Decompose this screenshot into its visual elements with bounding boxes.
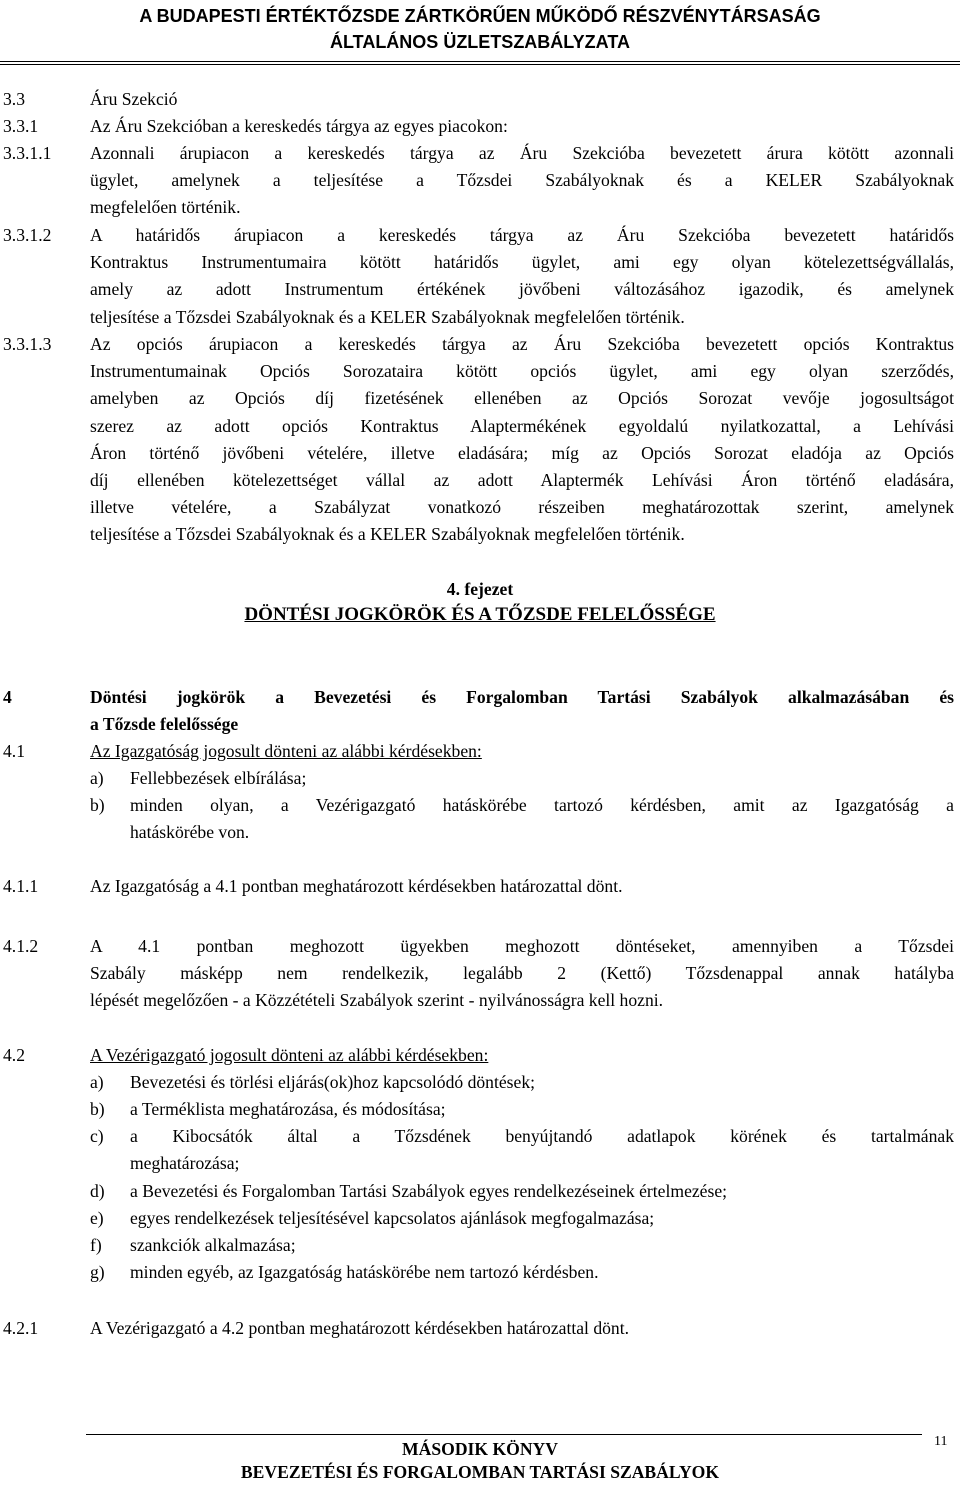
paragraph-4-1-2 [90, 933, 954, 1015]
footer-subtitle: BEVEZETÉSI ÉS FORGALOMBAN TARTÁSI SZABÁLYOK [240, 1462, 720, 1482]
paragraph-line: amelyben az Opciós díj fizetésének ellenében az Opciós Sorozat vevője jogosultságot [90, 388, 954, 409]
list-mark: a) [90, 1072, 104, 1092]
section-number-3-3-1: 3.3.1 [3, 116, 39, 136]
paragraph-line: megfelelően történik. [90, 197, 241, 218]
list-item-text: Fellebbezések elbírálása; [130, 768, 307, 788]
list-mark: d) [90, 1181, 105, 1201]
section-number-4: 4 [3, 687, 12, 707]
paragraph-line: szerez az adott opciós Kontraktus Alaptermékének egyoldalú nyilatkozattal, a Lehívási [90, 415, 954, 436]
paragraph-line: A határidős árupiacon a kereskedés tárgya az Áru Szekcióba bevezetett határidős [90, 225, 954, 245]
paragraph-line: Szabály másképp nem rendelkezik, legalább 2 (Kettő) Tőzsdenappal annak hatályba [90, 963, 954, 984]
header-rule-top [0, 61, 960, 62]
section-title-4-2: A Vezérigazgató jogosult dönteni az alábbi kérdésekben: [90, 1045, 489, 1065]
paragraph-line: illetve vételére, a Szabályzat vonatkozó részeiben meghatározottak szerint, amelynek [90, 497, 954, 518]
section-text-4-2-1: A Vezérigazgató a 4.2 pontban meghatározott kérdésekben határozattal dönt. [90, 1318, 630, 1338]
document-header-line1: A BUDAPESTI ÉRTÉKTŐZSDE ZÁRTKÖRŰEN MŰKÖDŐ RÉSZVÉNYTÁRSASÁG [139, 6, 821, 26]
list-mark: b) [90, 1099, 105, 1119]
list-mark: c) [90, 1126, 104, 1146]
paragraph-line: Azonnali árupiacon a kereskedés tárgya az Áru Szekcióba bevezetett árura kötött azonnali [90, 143, 954, 163]
paragraph-line: amely az adott Instrumentum értékének jövőbeni változásához igazodik, és amelynek [90, 279, 954, 300]
list-item-line: minden olyan, a Vezérigazgató hatáskörébe tartozó kérdésben, amit az Igazgatóság a [130, 795, 954, 815]
section-title-4 [90, 684, 954, 738]
chapter-title [0, 602, 960, 628]
list-item-line: hatáskörébe von. [130, 822, 250, 843]
list-item-line: a Kibocsátók által a Tőzsdének benyújtandó adatlapok körének és tartalmának [130, 1126, 954, 1146]
paragraph-3-3-1-3 [90, 331, 954, 549]
paragraph-line: Kontraktus Instrumentumaira kötött határidős ügylet, ami egy olyan kötelezettségvállalás, [90, 252, 954, 273]
footer-rule [86, 1434, 922, 1435]
section-title-3-3: Áru Szekció [90, 89, 178, 109]
paragraph-line: lépését megelőzően - a Közzétételi Szabályok szerint - nyilvánosságra kell hozni. [90, 990, 664, 1011]
section-title-line: a Tőzsde felelőssége [90, 714, 239, 735]
section-number-3-3: 3.3 [3, 89, 25, 109]
list-mark: a) [90, 768, 104, 788]
section-number-4-2: 4.2 [3, 1045, 25, 1065]
section-number-4-1-1: 4.1.1 [3, 876, 39, 896]
list-mark: b) [90, 795, 105, 815]
section-number-3-3-1-1: 3.3.1.1 [3, 143, 52, 163]
footer-book-title: MÁSODIK KÖNYV [402, 1439, 558, 1459]
header-rule-bottom [0, 64, 960, 65]
list-item-text: minden egyéb, az Igazgatóság hatáskörébe nem tartozó kérdésben. [130, 1262, 599, 1282]
paragraph-line: ügylet, amelynek a teljesítése a Tőzsdei Szabályoknak és a KELER Szabályoknak [90, 170, 954, 191]
chapter-label: 4. fejezet [446, 579, 514, 599]
page-number: 11 [934, 1434, 948, 1449]
list-item-text [130, 1123, 954, 1177]
paragraph-line: Instrumentumainak Opciós Sorozataira kötött opciós ügylet, ami egy olyan szerződés, [90, 361, 954, 382]
list-item-text: egyes rendelkezések teljesítésével kapcsolatos ajánlások megfogalmazása; [130, 1208, 655, 1228]
list-item-text: a Bevezetési és Forgalomban Tartási Szabályok egyes rendelkezéseinek értelmezése; [130, 1181, 728, 1201]
list-item-text: Bevezetési és törlési eljárás(ok)hoz kapcsolódó döntések; [130, 1072, 536, 1092]
section-text-3-3-1: Az Áru Szekcióban a kereskedés tárgya az egyes piacokon: [90, 116, 508, 136]
section-number-4-2-1: 4.2.1 [3, 1318, 39, 1338]
paragraph-line: A 4.1 pontban meghozott ügyekben meghozott döntéseket, amennyiben a Tőzsdei [90, 936, 954, 956]
paragraph-line: Az opciós árupiacon a kereskedés tárgya az Áru Szekcióba bevezetett opciós Kontraktus [90, 334, 954, 354]
document-header-line2: ÁLTALÁNOS ÜZLETSZABÁLYZATA [330, 32, 630, 52]
list-item-text: a Terméklista meghatározása, és módosítása; [130, 1099, 446, 1119]
section-number-3-3-1-3: 3.3.1.3 [3, 334, 52, 354]
paragraph-line: teljesítése a Tőzsdei Szabályoknak és a KELER Szabályoknak megfelelően történik. [90, 524, 685, 545]
list-item-text [130, 792, 954, 846]
paragraph-3-3-1-1 [90, 140, 954, 222]
list-mark: e) [90, 1208, 104, 1228]
list-item-text: szankciók alkalmazása; [130, 1235, 296, 1255]
list-mark: g) [90, 1262, 105, 1282]
section-number-4-1: 4.1 [3, 741, 25, 761]
list-item-line: meghatározása; [130, 1153, 240, 1174]
section-title-line: Döntési jogkörök a Bevezetési és Forgalomban Tartási Szabályok alkalmazásában és [90, 687, 954, 707]
paragraph-line: teljesítése a Tőzsdei Szabályoknak és a KELER Szabályoknak megfelelően történik. [90, 306, 685, 327]
section-text-4-1-1: Az Igazgatóság a 4.1 pontban meghatározott kérdésekben határozattal dönt. [90, 876, 623, 896]
section-number-3-3-1-2: 3.3.1.2 [3, 225, 52, 245]
paragraph-line: díj ellenében kötelezettséget vállal az adott Alaptermék Lehívási Áron történő eladására, [90, 469, 954, 490]
section-number-4-1-2: 4.1.2 [3, 936, 39, 956]
paragraph-3-3-1-2 [90, 222, 954, 331]
list-mark: f) [90, 1235, 102, 1255]
chapter-title-text: DÖNTÉSI JOGKÖRÖK ÉS A TŐZSDE FELELŐSSÉGE [244, 604, 716, 625]
section-title-4-1: Az Igazgatóság jogosult dönteni az alábbi kérdésekben: [90, 741, 482, 761]
paragraph-line: Áron történő jövőbeni vételére, illetve eladására; míg az Opciós Sorozat eladója az Opciós [90, 442, 954, 463]
